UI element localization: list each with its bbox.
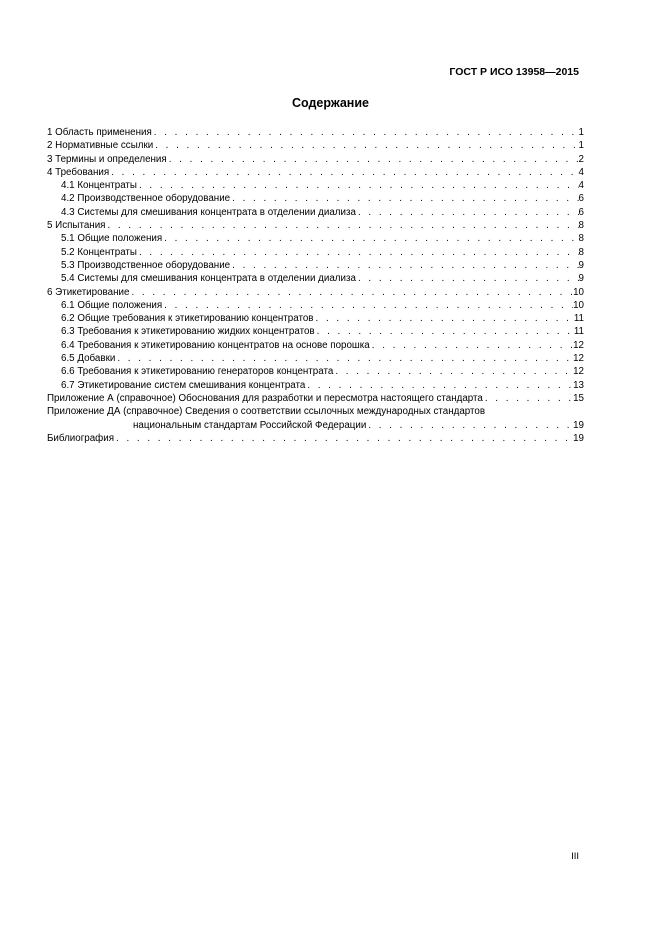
toc-leader-dots [115,352,573,365]
toc-entry[interactable] [47,192,584,205]
toc-entry-page: 11 [573,326,584,338]
toc-entry-title: 4.3 Системы для смешивания концентрата в отделении диализа [61,206,356,218]
toc-leader-dots [137,246,579,259]
toc-leader-dots [129,286,573,299]
toc-entry[interactable] [47,246,584,259]
toc-entry[interactable] [47,312,584,325]
page-number: III [571,851,579,862]
toc-entry-page: 12 [573,366,584,378]
toc-entry[interactable] [47,179,584,192]
toc-entry-title: 6.4 Требования к этикетированию концентратов на основе порошка [61,339,370,351]
toc-leader-dots [162,232,578,245]
toc-entry[interactable] [47,365,584,378]
toc-entry-title: 6 Этикетирование [47,286,130,298]
toc-entry[interactable] [47,352,584,365]
toc-entry-page: 10 [573,286,584,298]
toc-entry-page: 1 [578,127,584,138]
toc-leader-dots [114,432,573,445]
toc-leader-dots [305,379,573,392]
standard-code: ГОСТ Р ИСО 13958—2015 [449,66,579,78]
toc-leader-dots [162,299,573,312]
toc-entry-page: 19 [573,432,584,444]
toc-entry-page: 6 [578,206,584,218]
toc-entry-title: 5.4 Системы для смешивания концентрата в отделении диализа [61,273,356,285]
toc-entry-title: 2 Нормативные ссылки [47,140,154,152]
toc-entry-page: 8 [578,233,584,245]
toc-entry-title: 5.3 Производственное оборудование [61,259,231,271]
toc-leader-dots [366,419,573,432]
toc-leader-dots [315,325,574,338]
toc-entry[interactable] [47,392,584,405]
toc-entry-title: 1 Область применения [47,127,152,138]
toc-entry-page: 2 [578,153,584,165]
toc-entry-page: 12 [573,339,584,351]
toc-entry[interactable] [47,405,584,418]
toc-leader-dots [105,219,578,232]
toc-entry[interactable] [47,219,584,232]
toc-entry-page: 19 [573,419,584,431]
toc-entry-title: 6.5 Добавки [61,353,116,365]
toc-entry-page: 6 [578,193,584,205]
toc-entry-title: Приложение ДА (справочное) Сведения о соответствии ссылочных международных стандартов [47,406,486,418]
toc-entry[interactable] [47,259,584,272]
toc-entry-title: 5.1 Общие положения [61,233,163,245]
toc-leader-dots [167,153,579,166]
toc-entry[interactable] [47,339,584,352]
table-of-contents [47,126,584,445]
toc-entry-page: 4 [578,166,584,178]
toc-entry[interactable] [47,232,584,245]
toc-leader-dots [356,272,579,285]
toc-entry[interactable] [47,432,584,445]
toc-entry-title: 6.3 Требования к этикетированию жидких концентратов [61,326,315,338]
toc-leader-dots [152,126,579,139]
toc-entry-page: 11 [573,313,584,325]
toc-entry-page: 15 [573,392,584,404]
toc-entry-title: 4 Требования [47,166,110,178]
toc-leader-dots [370,339,573,352]
toc-entry-title: 6.7 Этикетирование систем смешивания концентрата [61,379,306,391]
toc-entry[interactable] [47,139,584,152]
toc-entry-title: 4.1 Концентраты [61,180,137,192]
toc-entry-title: 5 Испытания [47,220,106,232]
toc-entry-page: 8 [578,246,584,258]
toc-entry[interactable] [47,286,584,299]
toc-leader-dots [109,166,578,179]
toc-entry-title: 3 Термины и определения [47,153,167,165]
toc-entry[interactable] [47,166,584,179]
toc-leader-dots [230,259,578,272]
toc-entry[interactable] [47,325,584,338]
toc-entry-title: национальным стандартам Российской Федерации [133,419,367,431]
toc-entry-page: 10 [573,299,584,311]
toc-entry[interactable] [47,379,584,392]
toc-entry-page: 12 [573,353,584,365]
toc-entry-page: 1 [578,140,584,152]
toc-entry-page: 8 [578,220,584,232]
toc-entry[interactable] [47,153,584,166]
toc-leader-dots [333,365,573,378]
toc-entry-page: 13 [573,379,584,391]
toc-leader-dots [153,139,578,152]
toc-leader-dots [356,206,579,219]
toc-entry[interactable] [47,206,584,219]
toc-entry-title: 6.2 Общие требования к этикетированию концентратов [61,313,314,325]
toc-entry[interactable] [47,126,584,139]
toc-leader-dots [230,192,578,205]
toc-entry[interactable] [47,419,584,432]
toc-entry-title: 6.6 Требования к этикетированию генераторов концентрата [61,366,334,378]
toc-entry-title: 4.2 Производственное оборудование [61,193,231,205]
toc-entry-page: 9 [578,259,584,271]
toc-entry-title: Приложение А (справочное) Обоснования для разработки и пересмотра настоящего стандарта [47,392,483,404]
toc-leader-dots [137,179,579,192]
toc-entry[interactable] [47,272,584,285]
toc-entry-title: 5.2 Концентраты [61,246,137,258]
toc-entry-page: 4 [578,180,584,192]
page-title: Содержание [291,96,369,110]
toc-entry-title: 6.1 Общие положения [61,299,163,311]
toc-entry[interactable] [47,299,584,312]
toc-leader-dots [483,392,573,405]
toc-entry-title: Библиография [47,432,115,444]
toc-leader-dots [314,312,574,325]
toc-entry-page: 9 [578,273,584,285]
